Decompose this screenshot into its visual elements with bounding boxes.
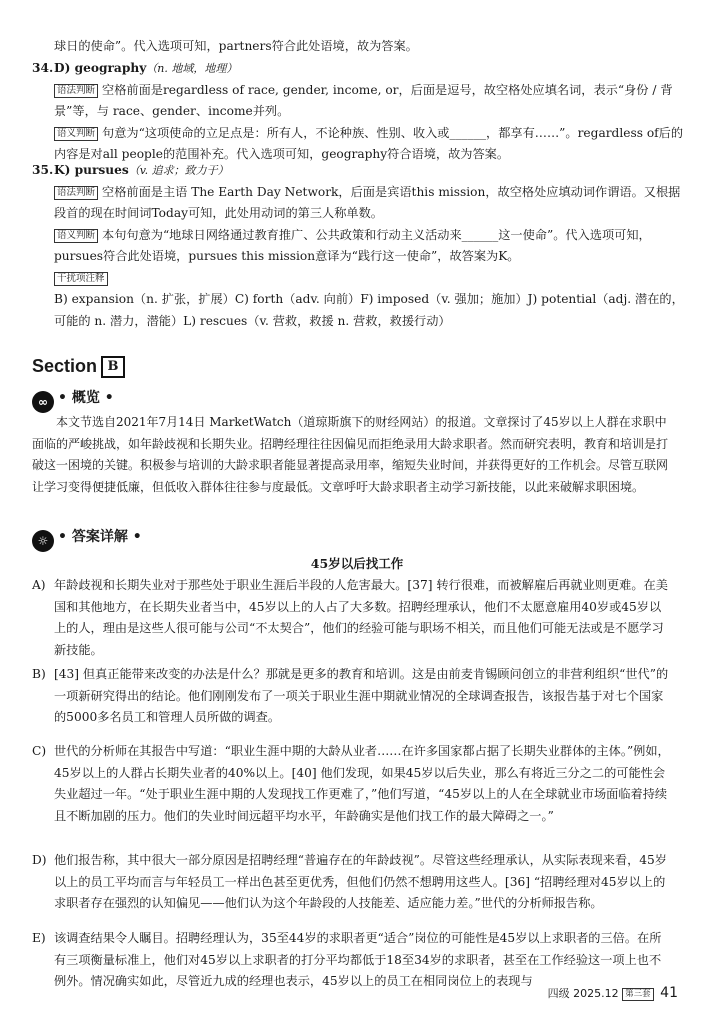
lightbulb-icon: ☼ <box>32 530 54 552</box>
section-letter: B <box>101 356 125 378</box>
paragraph-b <box>32 664 672 729</box>
paragraph-label: B) <box>32 667 46 681</box>
section-title: Section <box>32 356 98 376</box>
paragraph-text: [43] 但真正能带来改变的办法是什么？那就是更多的教育和培训。这是由前麦肯锡顾问创立的非营利组织“世代”的一项新研究得出的结论。他们刚刚发布了一项关于职业生涯中期就业情况的全球调查报告，该报告基于对七个国家的5000多名员工和管理人员所做的调查。 <box>54 667 669 724</box>
continuation-line <box>32 36 690 58</box>
paragraph-d <box>32 850 672 915</box>
paragraph-a <box>32 575 672 661</box>
detail-heading-text: • 答案详解 • <box>58 529 142 545</box>
question-35 <box>32 160 690 332</box>
paragraph-label: C) <box>32 744 47 758</box>
q35-semantic <box>54 225 690 268</box>
paragraph-c <box>32 741 672 827</box>
footer-issue: 第三套 <box>622 988 654 1001</box>
paragraph-label: A) <box>32 578 46 592</box>
q35-gloss: （v. 追求；致力于） <box>128 164 229 177</box>
q35-number: 35. <box>32 163 54 177</box>
q35-distractors <box>54 289 690 332</box>
q34-grammar <box>54 80 690 123</box>
section-heading <box>32 354 125 380</box>
q35-semantic-text: 本句句意为“地球日网络通过教育推广、公共政策和行动主义活动来______这一使命”。代入选项可知，pursues符合此处语境，pursues this mission意译为“践行这一使命”，故答案为K。 <box>54 227 651 263</box>
page-footer <box>548 984 678 1003</box>
paragraph-text: 该调查结果令人瞩目。招聘经理认为，35至44岁的求职者更“适合”岗位的可能性是45岁以上求职者的三倍。在所有三项衡量标准上，他们对45岁以上求职者的打分平均都低于18至34岁的求职者，甚至在工作经验这一项上也不例外。情况确实如此，尽管近九成的经理也表示，45岁以上的员工在相同岗位上的表现与 <box>54 931 662 988</box>
paragraph-text: 他们报告称，其中很大一部分原因是招聘经理“普遍存在的年龄歧视”。尽管这些经理承认，从实际表现来看，45岁以上的员工平均而言与年轻员工一样出色甚至更优秀，但他们仍然不想聘用这些人。[36] “招聘经理对45岁以上的求职者存在强烈的认知偏见——他们认为这个年龄段的人技能差、适应能力差。”世代的分析师报告称。 <box>54 853 667 910</box>
paragraph-text: 世代的分析师在其报告中写道：“职业生涯中期的大龄从业者……在许多国家都占据了长期失业群体的主体。”例如，45岁以上的人群占长期失业者的40%以上。[40] 他们发现，如果45岁以后失业，那么有将近三分之二的可能性会失业超过一年。“处于职业生涯中期的人发现找工作更难了，”他们写道，“45岁以上的人在全球就业市场面临着持续且不断加剧的压力。他们的失业时间远超平均水平，年龄确实是他们找工作的最大障碍之一。” <box>54 744 670 823</box>
q35-distractors-text: B) expansion（n. 扩张，扩展）C) forth（adv. 向前）F) imposed（v. 强加；施加）J) potential（adj. 潜在的，可能的 n. 潜力，潜能）L) rescues（v. 营救，救援 n. 营救，救援行动） <box>54 292 684 328</box>
semantic-tag: 语义判断 <box>54 229 98 243</box>
q34-number: 34. <box>32 61 54 75</box>
grammar-tag: 语法判断 <box>54 186 98 200</box>
paragraph-label: E) <box>32 931 46 945</box>
page-number: 41 <box>660 985 678 1001</box>
q35-distractor-tag <box>54 268 690 290</box>
glasses-icon: ∞ <box>32 391 54 413</box>
grammar-tag: 语法判断 <box>54 84 98 98</box>
distractor-tag: 干扰项注释 <box>54 272 108 286</box>
semantic-tag: 语义判断 <box>54 127 98 141</box>
overview-text: 本文节选自2021年7月14日 MarketWatch（道琼斯旗下的财经网站）的报道。文章探讨了45岁以上人群在求职中面临的严峻挑战，如年龄歧视和长期失业。招聘经理往往因偏见而拒绝录用大龄求职者。然而研究表明，教育和培训是打破这一困境的关键。积极参与培训的大龄求职者能显著提高录用率，缩短失业时间，并获得更好的工作机会。尽管互联网让学习变得便捷低廉，但低收入群体往往参与度最低。文章呼吁大龄求职者主动学习新技能，以此来破解求职困境。 <box>32 415 669 494</box>
q34-semantic-text: 句意为“这项使命的立足点是：所有人，不论种族、性别、收入或______，都享有……”。regardless of后的内容是对all people的范围补充。代入选项可知，geography符合语境，故为答案。 <box>54 125 684 161</box>
q34-answer-line <box>32 58 690 80</box>
q35-answer-line <box>32 160 690 182</box>
q35-grammar-text: 空格前面是主语 The Earth Day Network，后面是宾语this mission，故空格处应填动词作谓语。又根据段首的现在时间词Today可知，此处用动词的第三人称单数。 <box>54 184 681 220</box>
paragraph-text: 年龄歧视和长期失业对于那些处于职业生涯后半段的人危害最大。[37] 转行很难，而被解雇后再就业则更难。在美国和其他地方，在长期失业者当中，45岁以上的人占了大多数。招聘经理承认，他们不太愿意雇用40岁或45岁以上的人，理由是这些人很可能与公司“不太契合”，他们的经验可能与职场不相关，而且他们可能无法或是不愿学习新技能。 <box>54 578 668 657</box>
question-34 <box>32 58 690 166</box>
q35-grammar <box>54 182 690 225</box>
detail-heading <box>32 525 142 552</box>
q34-grammar-text: 空格前面是regardless of race, gender, income, or，后面是逗号，故空格处应填名词，表示“身份 / 背景”等，与 race、gender、income并列。 <box>54 82 673 118</box>
paragraph-label: D) <box>32 853 47 867</box>
q34-answer: D) geography <box>54 61 147 75</box>
continuation-text: 球日的使命”。代入选项可知，partners符合此处语境，故为答案。 <box>54 39 418 53</box>
q34-gloss: （n. 地域，地理） <box>146 62 238 75</box>
overview-heading-text: • 概览 • <box>58 390 114 406</box>
overview-heading <box>32 386 114 413</box>
q35-answer: K) pursues <box>54 163 129 177</box>
footer-magazine: 四级 2025.12 <box>547 987 619 1000</box>
article-title: 45岁以后找工作 <box>310 556 404 571</box>
paragraph-e <box>32 928 672 993</box>
